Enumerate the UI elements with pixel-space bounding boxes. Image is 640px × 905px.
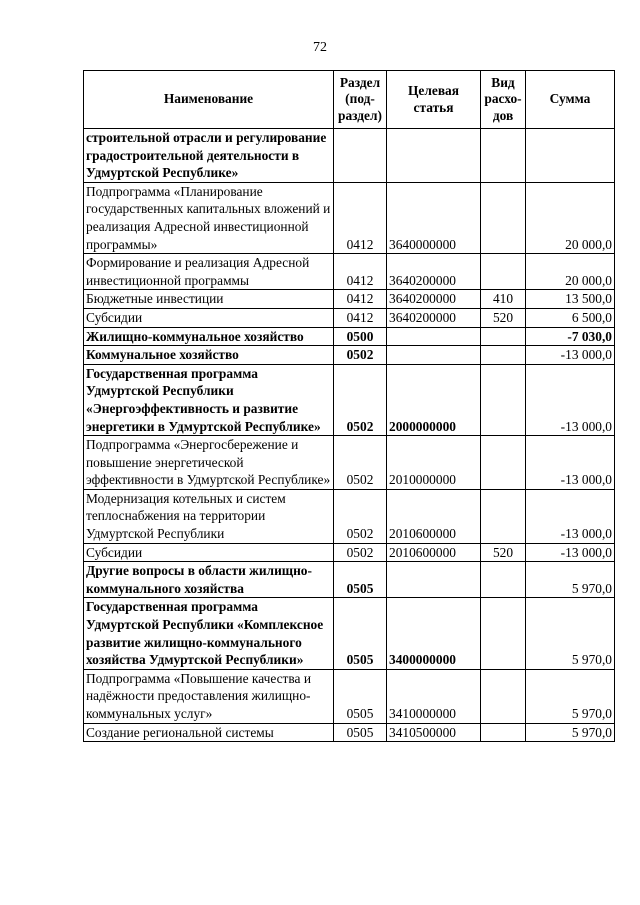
- header-name: Наименование: [84, 71, 334, 129]
- cell-sum: 13 500,0: [526, 290, 615, 309]
- cell-name: Жилищно-коммунальное хозяйство: [84, 327, 334, 346]
- table-row: [84, 669, 615, 723]
- cell-name: Подпрограмма «Повышение качества и надёжности предоставления жилищно-коммунальных услуг»: [84, 669, 334, 723]
- cell-section: 0502: [334, 543, 387, 562]
- cell-article: 2010000000: [387, 436, 481, 490]
- cell-section: [334, 129, 387, 183]
- cell-section: 0500: [334, 327, 387, 346]
- cell-article: [387, 327, 481, 346]
- cell-article: 3640200000: [387, 308, 481, 327]
- cell-name: Другие вопросы в области жилищно-коммунального хозяйства: [84, 562, 334, 598]
- cell-sum: -13 000,0: [526, 436, 615, 490]
- cell-name: Государственная программа Удмуртской Республики «Комплексное развитие жилищно-коммунального хозяйства Удмуртской Республики»: [84, 598, 334, 669]
- cell-article: 2010600000: [387, 543, 481, 562]
- cell-sum: 5 970,0: [526, 723, 615, 742]
- cell-name: Модернизация котельных и систем теплоснабжения на территории Удмуртской Республики: [84, 489, 334, 543]
- cell-section: 0412: [334, 182, 387, 253]
- cell-article: [387, 562, 481, 598]
- table-row: [84, 364, 615, 435]
- cell-sum: [526, 129, 615, 183]
- header-article: Целевая статья: [387, 71, 481, 129]
- cell-sum: 5 970,0: [526, 669, 615, 723]
- cell-section: 0502: [334, 364, 387, 435]
- cell-kind: [481, 254, 526, 290]
- header-section: Раздел (под-раздел): [334, 71, 387, 129]
- cell-kind: 520: [481, 308, 526, 327]
- cell-article: 3410000000: [387, 669, 481, 723]
- header-kind: Вид расхо-дов: [481, 71, 526, 129]
- cell-sum: -13 000,0: [526, 346, 615, 365]
- cell-name: Подпрограмма «Энергосбережение и повышение энергетической эффективности в Удмуртской Республике»: [84, 436, 334, 490]
- cell-sum: -13 000,0: [526, 364, 615, 435]
- cell-name: строительной отрасли и регулирование градостроительной деятельности в Удмуртской Республике»: [84, 129, 334, 183]
- cell-name: Формирование и реализация Адресной инвестиционной программы: [84, 254, 334, 290]
- cell-kind: [481, 669, 526, 723]
- cell-name: Подпрограмма «Планирование государственных капитальных вложений и реализация Адресной инвестиционной программы»: [84, 182, 334, 253]
- cell-sum: 5 970,0: [526, 562, 615, 598]
- cell-section: 0505: [334, 598, 387, 669]
- cell-article: 2000000000: [387, 364, 481, 435]
- table-row: [84, 543, 615, 562]
- cell-name: Субсидии: [84, 308, 334, 327]
- table-row: [84, 327, 615, 346]
- cell-name: Бюджетные инвестиции: [84, 290, 334, 309]
- cell-section: 0502: [334, 436, 387, 490]
- cell-kind: [481, 182, 526, 253]
- cell-article: 3640200000: [387, 290, 481, 309]
- table-row: [84, 489, 615, 543]
- cell-section: 0412: [334, 254, 387, 290]
- cell-section: 0412: [334, 290, 387, 309]
- cell-section: 0505: [334, 669, 387, 723]
- cell-kind: [481, 129, 526, 183]
- page-number: 72: [313, 40, 327, 55]
- cell-kind: [481, 562, 526, 598]
- cell-section: 0505: [334, 562, 387, 598]
- cell-sum: 20 000,0: [526, 254, 615, 290]
- table-row: [84, 308, 615, 327]
- table-row: [84, 723, 615, 742]
- header-sum: Сумма: [526, 71, 615, 129]
- cell-kind: 410: [481, 290, 526, 309]
- budget-table: [83, 70, 615, 742]
- table-row: [84, 562, 615, 598]
- table-row: [84, 436, 615, 490]
- cell-section: 0502: [334, 489, 387, 543]
- cell-kind: [481, 598, 526, 669]
- cell-sum: -13 000,0: [526, 543, 615, 562]
- cell-article: [387, 129, 481, 183]
- cell-section: 0412: [334, 308, 387, 327]
- cell-kind: [481, 489, 526, 543]
- cell-kind: [481, 364, 526, 435]
- cell-article: 2010600000: [387, 489, 481, 543]
- cell-article: 3640200000: [387, 254, 481, 290]
- cell-article: 3400000000: [387, 598, 481, 669]
- cell-name: Создание региональной системы: [84, 723, 334, 742]
- cell-article: 3410500000: [387, 723, 481, 742]
- cell-sum: 20 000,0: [526, 182, 615, 253]
- cell-kind: [481, 346, 526, 365]
- table-row: [84, 182, 615, 253]
- cell-name: Государственная программа Удмуртской Республики «Энергоэффективность и развитие энергетики в Удмуртской Республике»: [84, 364, 334, 435]
- table-row: [84, 290, 615, 309]
- table-row: [84, 346, 615, 365]
- table-row: [84, 598, 615, 669]
- table-row: [84, 129, 615, 183]
- cell-kind: [481, 327, 526, 346]
- cell-article: 3640000000: [387, 182, 481, 253]
- cell-sum: 6 500,0: [526, 308, 615, 327]
- cell-section: 0505: [334, 723, 387, 742]
- cell-section: 0502: [334, 346, 387, 365]
- cell-name: Субсидии: [84, 543, 334, 562]
- cell-sum: -13 000,0: [526, 489, 615, 543]
- table-header-row: [84, 71, 615, 129]
- table-row: [84, 254, 615, 290]
- cell-kind: [481, 436, 526, 490]
- cell-sum: -7 030,0: [526, 327, 615, 346]
- cell-article: [387, 346, 481, 365]
- cell-kind: 520: [481, 543, 526, 562]
- cell-kind: [481, 723, 526, 742]
- cell-name: Коммунальное хозяйство: [84, 346, 334, 365]
- cell-sum: 5 970,0: [526, 598, 615, 669]
